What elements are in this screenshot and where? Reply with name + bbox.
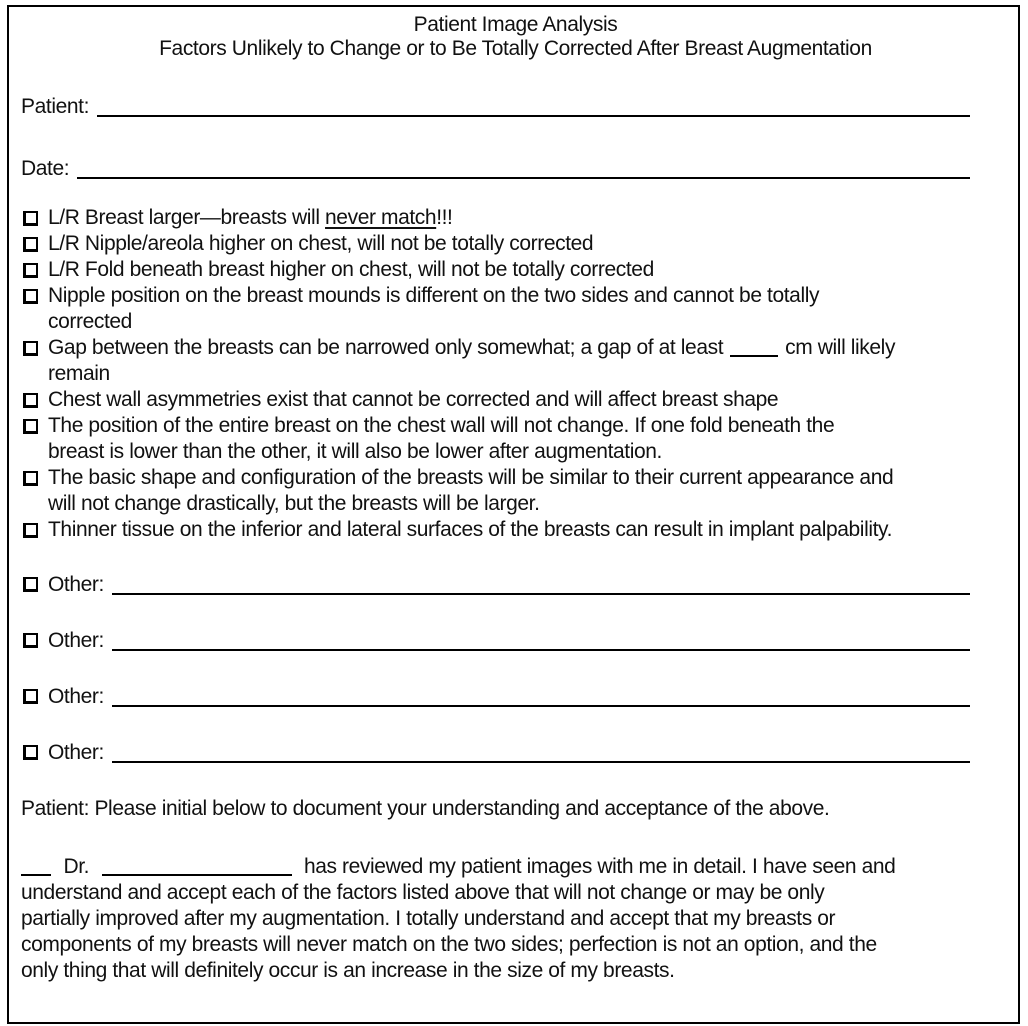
checkbox-icon[interactable] xyxy=(23,745,38,760)
other-label: Other: xyxy=(48,629,104,652)
initial-instruction: Patient: Please initial below to document your understanding and acceptance of the above. xyxy=(21,797,830,820)
checklist-item-fold-higher xyxy=(21,257,1010,283)
checklist-item-text: breast is lower than the other, it will also be lower after augmentation. xyxy=(48,440,662,463)
checklist-item-text: L/R Fold beneath breast higher on chest, will not be totally corrected xyxy=(48,258,654,281)
checklist-item-nipple-areola xyxy=(21,231,1010,257)
acknowledgment-line: partially improved after my augmentation. I totally understand and accept that my breasts or xyxy=(21,907,836,930)
checkbox-icon[interactable] xyxy=(23,523,38,538)
factors-checklist xyxy=(21,205,1010,543)
checkbox-icon[interactable] xyxy=(23,577,38,592)
acknowledgment-paragraph xyxy=(21,854,1010,984)
checklist-item-text: remain xyxy=(48,362,110,385)
gap-cm-field-line[interactable] xyxy=(730,355,778,357)
checkbox-icon[interactable] xyxy=(23,341,38,356)
other-label: Other: xyxy=(48,685,104,708)
checklist-item-text: L/R Nipple/areola higher on chest, will not be totally corrected xyxy=(48,232,594,255)
checklist-item-text: will not change drastically, but the breasts will be larger. xyxy=(48,492,540,515)
checklist-item-text: corrected xyxy=(48,310,132,333)
checklist-item-text: Thinner tissue on the inferior and lateral surfaces of the breasts can result in implant palpability. xyxy=(48,518,893,541)
date-label: Date: xyxy=(21,157,70,180)
checklist-item-text: Nipple position on the breast mounds is different on the two sides and cannot be totally xyxy=(48,284,820,307)
other-field-line-1[interactable] xyxy=(112,572,970,595)
other-field-line-3[interactable] xyxy=(112,684,970,707)
checklist-item-breast-larger xyxy=(21,205,1010,231)
checkbox-icon[interactable] xyxy=(23,471,38,486)
checkbox-icon[interactable] xyxy=(23,237,38,252)
checklist-item-text: The basic shape and configuration of the breasts will be similar to their current appearance and xyxy=(48,466,894,489)
form-title: Patient Image Analysis xyxy=(413,13,618,36)
checklist-item-gap xyxy=(21,335,1010,387)
checklist-item-breast-position xyxy=(21,413,1010,465)
checklist-item-text: Gap between the breasts can be narrowed only somewhat; a gap of at least cm will likely xyxy=(48,336,896,359)
checklist-item-nipple-position xyxy=(21,283,1010,335)
checkbox-icon[interactable] xyxy=(23,393,38,408)
other-label: Other: xyxy=(48,573,104,596)
other-row-1 xyxy=(21,572,1010,598)
checkbox-icon[interactable] xyxy=(23,419,38,434)
checkbox-icon[interactable] xyxy=(23,633,38,648)
checklist-item-text: L/R Breast larger—breasts will never match!!! xyxy=(48,206,453,229)
other-label: Other: xyxy=(48,741,104,764)
date-field-line[interactable] xyxy=(77,156,970,179)
other-field-line-2[interactable] xyxy=(112,628,970,651)
form-header xyxy=(21,13,1010,61)
acknowledgment-line: only thing that will definitely occur is an increase in the size of my breasts. xyxy=(21,959,675,982)
checklist-item-thinner-tissue xyxy=(21,517,1010,543)
underlined-text: never match xyxy=(325,206,437,229)
other-factors-section xyxy=(21,572,1010,766)
patient-label: Patient: xyxy=(21,95,90,118)
other-row-2 xyxy=(21,628,1010,654)
dr-label: Dr. xyxy=(63,855,90,878)
checkbox-icon[interactable] xyxy=(23,689,38,704)
checkbox-icon[interactable] xyxy=(23,211,38,226)
checkbox-icon[interactable] xyxy=(23,289,38,304)
date-field-row xyxy=(21,156,1010,182)
other-row-4 xyxy=(21,740,1010,766)
checklist-item-chest-wall xyxy=(21,387,1010,413)
checklist-item-text: The position of the entire breast on the chest wall will not change. If one fold beneath the xyxy=(48,414,835,437)
acknowledgment-line: Dr. has reviewed my patient images with me in detail. I have seen and xyxy=(21,854,1010,880)
other-field-line-4[interactable] xyxy=(112,740,970,763)
doctor-name-field-line[interactable] xyxy=(102,874,292,876)
patient-name-field-line[interactable] xyxy=(97,94,970,117)
acknowledgment-line: components of my breasts will never match on the two sides; perfection is not an option, and the xyxy=(21,933,877,956)
checklist-item-text: Chest wall asymmetries exist that cannot be corrected and will affect breast shape xyxy=(48,388,779,411)
other-row-3 xyxy=(21,684,1010,710)
patient-initials-field-line[interactable] xyxy=(21,874,51,876)
form-sheet xyxy=(7,5,1020,1024)
form-subtitle: Factors Unlikely to Change or to Be Totally Corrected After Breast Augmentation xyxy=(159,37,872,60)
acknowledgment-line: understand and accept each of the factors listed above that will not change or may be only xyxy=(21,881,825,904)
patient-field-row xyxy=(21,94,1010,120)
checklist-item-basic-shape xyxy=(21,465,1010,517)
checkbox-icon[interactable] xyxy=(23,263,38,278)
